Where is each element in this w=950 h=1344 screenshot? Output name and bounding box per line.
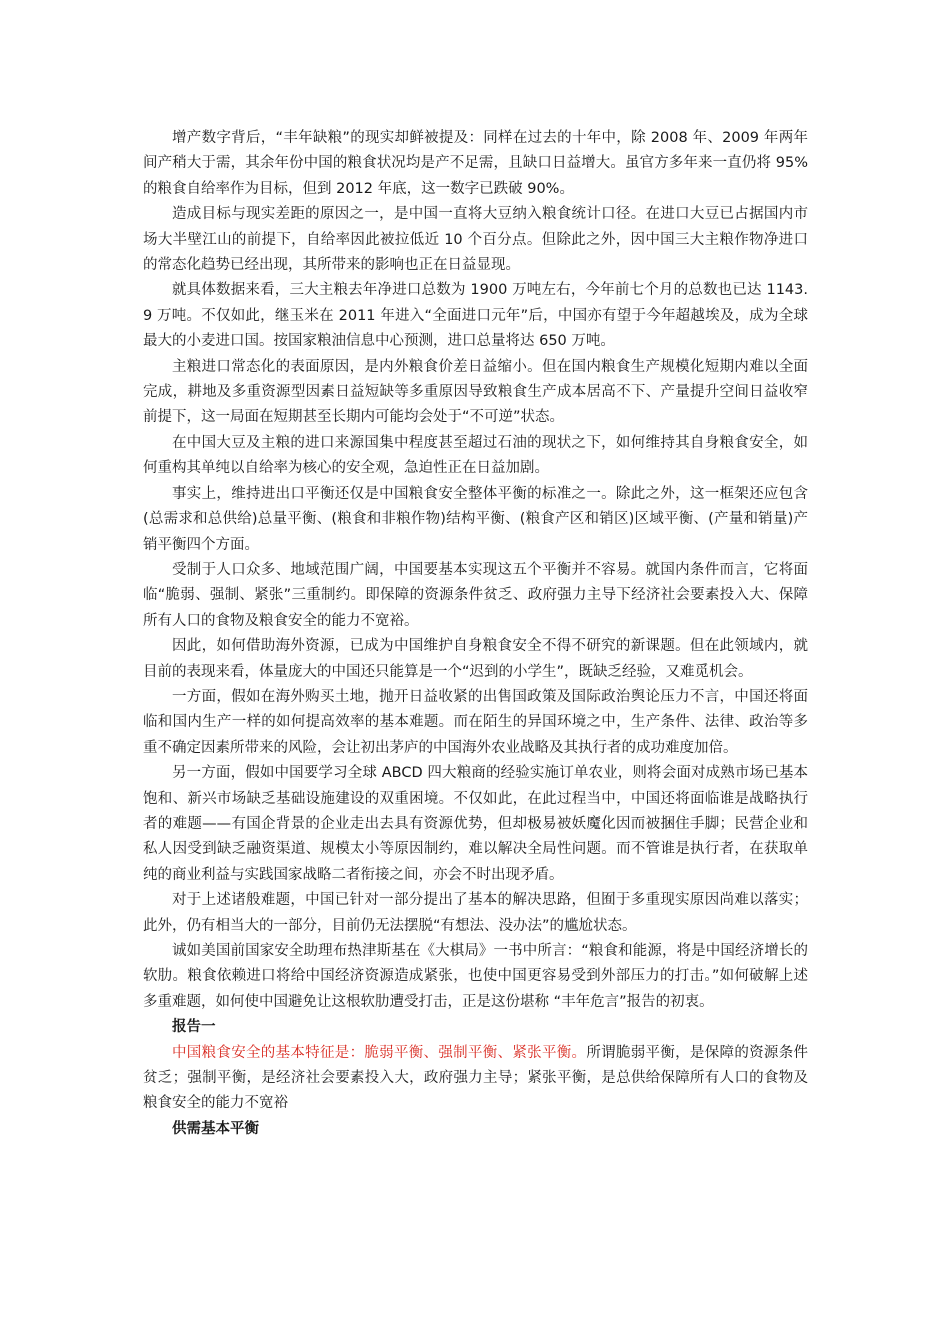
paragraph-11: 对于上述诸般难题，中国已针对一部分提出了基本的解决思路，但囿于多重现实原因尚难以落实；此外，仍有相当大的一部分，目前仍无法摆脱“有想法、没办法”的尴尬状态。 <box>143 892 808 934</box>
paragraph-9: 一方面，假如在海外购买土地，抛开日益收紧的出售国政策及国际政治舆论压力不言，中国还将面临和国内生产一样的如何提高效率的基本难题。而在陌生的异国环境之中，生产条件、法律、政治等多重不确定因素所带来的风险，会让初出茅庐的中国海外农业战略及其执行者的成功难度加倍。 <box>143 688 808 756</box>
paragraph-4: 主粮进口常态化的表面原因，是内外粮食价差日益缩小。但在国内粮食生产规模化短期内难以全面完成，耕地及多重资源型因素日益短缺等多重原因导致粮食生产成本居高不下、产量提升空间日益收窄前提下，这一局面在短期甚至长期内可能均会处于“不可逆”状态。 <box>143 358 808 426</box>
paragraph-3: 就具体数据来看，三大主粮去年净进口总数为 1900 万吨左右，今年前七个月的总数也已达 1143.9 万吨。不仅如此，继玉米在 2011 年进入“全面进口元年”后，中国亦有望于今年超越埃及，成为全球最大的小麦进口国。按国家粮油信息中心预测，进口总量将达 650 万吨。 <box>143 282 808 350</box>
report-body-text: 所谓脆弱平衡，是保障的资源条件贫乏；强制平衡，是经济社会要素投入大，政府强力主导；紧张平衡，是总供给保障所有人口的食物及粮食安全的能力不宽裕 <box>143 1044 809 1112</box>
paragraph-10: 另一方面，假如中国要学习全球 ABCD 四大粮商的经验实施订单农业，则将会面对成熟市场已基本饱和、新兴市场缺乏基础设施建设的双重困境。不仅如此，在此过程当中，中国还将面临谁是战略执行者的难题——有国企背景的企业走出去具有资源优势，但却极易被妖魔化因而被捆住手脚；民营企业和私人因受到缺乏融资渠道、规模太小等原因制约，难以解决全局性问题。而不管谁是执行者，在获取单纯的商业利益与实践国家战略二者衔接之间，亦会不时出现矛盾。 <box>143 765 808 883</box>
paragraph-5: 在中国大豆及主粮的进口来源国集中程度甚至超过石油的现状之下，如何维持其自身粮食安全，如何重构其单纯以自给率为核心的安全观，急迫性正在日益加剧。 <box>143 434 808 477</box>
report-paragraph <box>143 1041 808 1117</box>
document-body <box>143 126 808 1142</box>
section-subheading: 供需基本平衡 <box>172 1120 259 1137</box>
paragraph-1: 增产数字背后，“丰年缺粮”的现实却鲜被提及：同样在过去的十年中，除 2008 年、2009 年两年间产稍大于需，其余年份中国的粮食状况均是产不足需，且缺口日益增大。虽官方多年来一直仍将 95%的粮食自给率作为目标，但到 2012 年底，这一数字已跌破 90%。 <box>143 130 808 197</box>
paragraph-12: 诚如美国前国家安全助理布热津斯基在《大棋局》一书中所言：“粮食和能源，将是中国经济增长的软肋。粮食依赖进口将给中国经济资源造成紧张，也使中国更容易受到外部压力的打击。”如何破解上述多重难题，如何使中国避免让这根软肋遭受打击，正是这份堪称 “丰年危言”报告的初衷。 <box>143 943 808 1010</box>
paragraph-6: 事实上，维持进出口平衡还仅是中国粮食安全整体平衡的标准之一。除此之外，这一框架还应包含(总需求和总供给)总量平衡、(粮食和非粮作物)结构平衡、(粮食产区和销区)区域平衡、(产量和销量)产销平衡四个方面。 <box>143 485 808 553</box>
report-heading: 报告一 <box>172 1019 216 1036</box>
paragraph-8: 因此，如何借助海外资源，已成为中国维护自身粮食安全不得不研究的新课题。但在此领域内，就目前的表现来看，体量庞大的中国还只能算是一个“迟到的小学生”，既缺乏经验，又难觅机会。 <box>143 638 808 680</box>
report-highlight-text: 中国粮食安全的基本特征是：脆弱平衡、强制平衡、紧张平衡。 <box>172 1044 587 1061</box>
paragraph-7: 受制于人口众多、地域范围广阔，中国要基本实现这五个平衡并不容易。就国内条件而言，它将面临“脆弱、强制、紧张”三重制约。即保障的资源条件贫乏、政府强力主导下经济社会要素投入大、保障所有人口的食物及粮食安全的能力不宽裕。 <box>143 561 808 629</box>
paragraph-2: 造成目标与现实差距的原因之一，是中国一直将大豆纳入粮食统计口径。在进口大豆已占据国内市场大半壁江山的前提下，自给率因此被拉低近 10 个百分点。但除此之外，因中国三大主粮作物净进口的常态化趋势已经出现，其所带来的影响也正在日益显现。 <box>143 206 808 274</box>
